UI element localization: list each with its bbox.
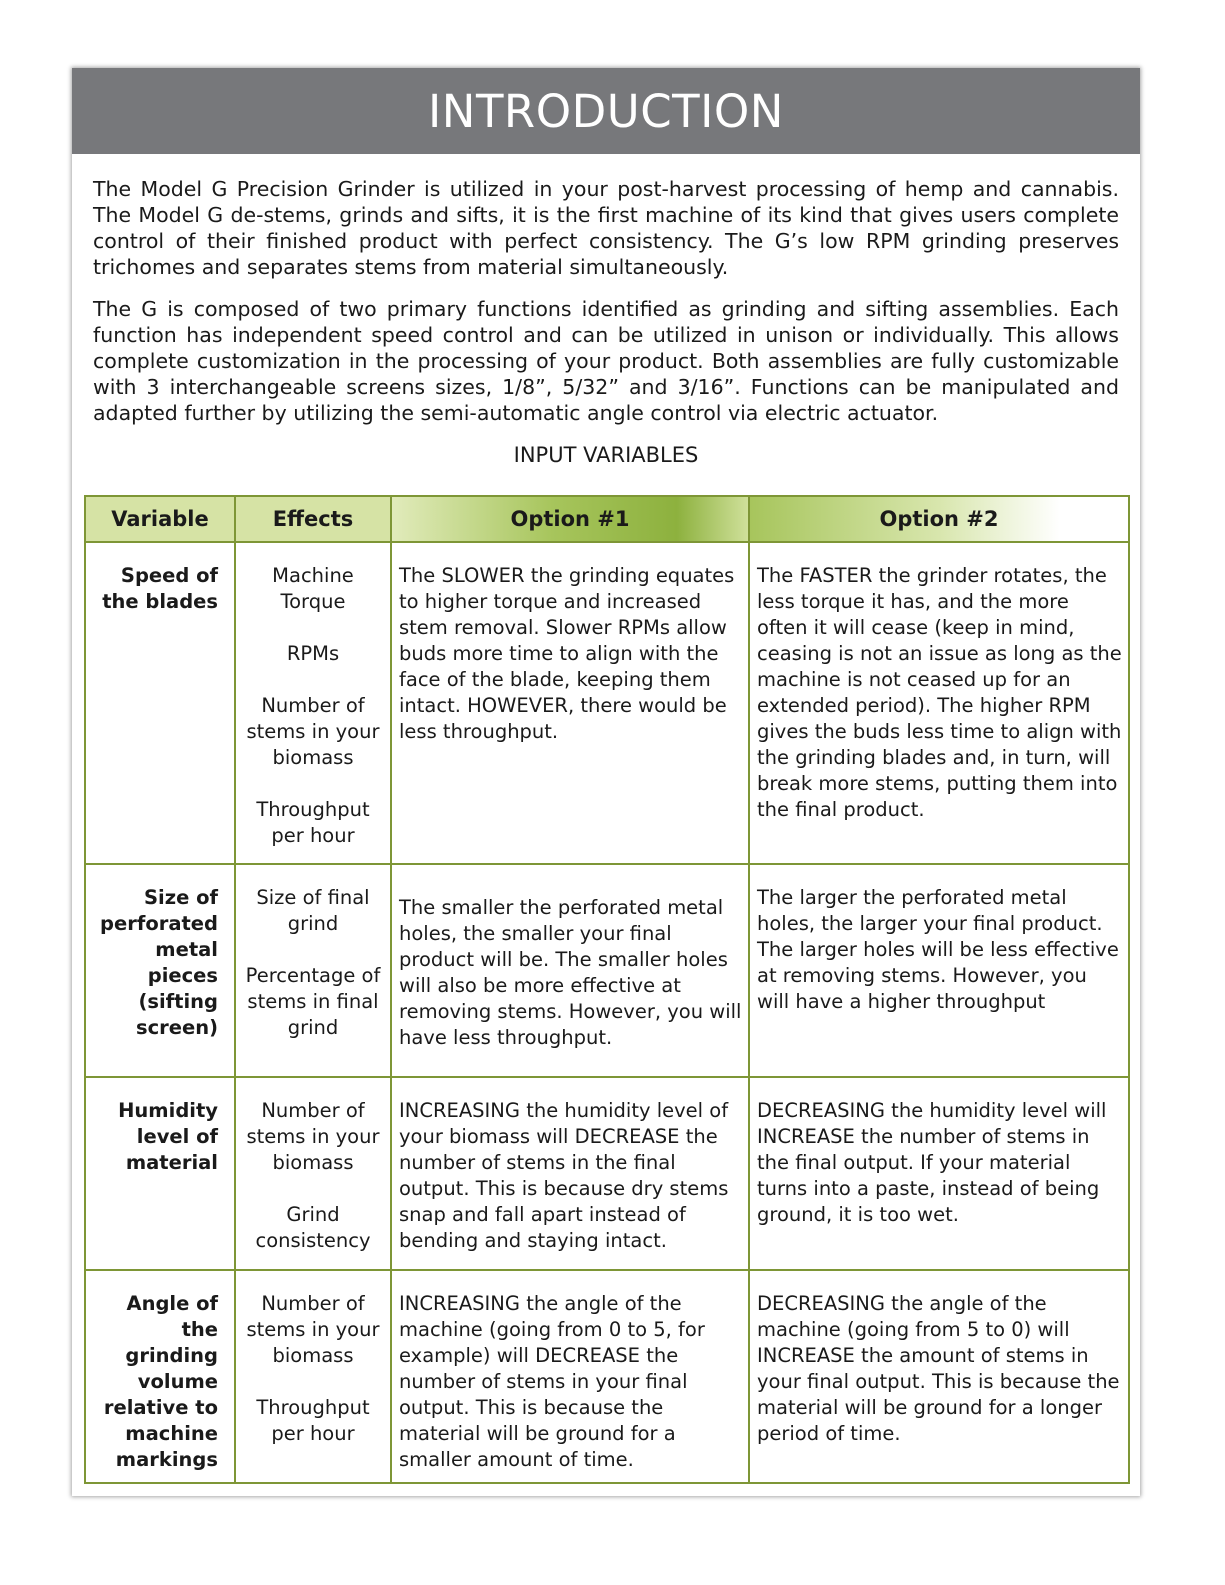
- table-caption: INPUT VARIABLES: [513, 443, 699, 467]
- intro-section: [72, 154, 1140, 476]
- option-2-cell: DECREASING the humidity level will INCREASE the number of stems in the final output. If your material turns into a paste, instead of being ground, it is too wet.: [749, 1077, 1129, 1270]
- page-title: INTRODUCTION: [428, 84, 784, 138]
- document-page: [72, 68, 1140, 1496]
- effect-item: Throughput per hour: [256, 798, 370, 847]
- option-2-cell: DECREASING the angle of the machine (going from 5 to 0) will INCREASE the amount of stems in your final output. This is because the material will be ground for a longer period of time.: [749, 1270, 1129, 1483]
- effects-cell: [235, 542, 391, 864]
- intro-paragraph: The G is composed of two primary functions identified as grinding and sifting assemblies. Each function has independent speed control and can be utilized in unison or individually. This allows complete customization in the processing of your product. Both assemblies are fully customizable with 3 interchangeable screens sizes, 1/8”, 5/32” and 3/16”. Functions can be manipulated and adapted further by utilizing the semi-automatic angle control via electric actuator.: [93, 297, 1119, 425]
- column-header-option-1: Option #1: [391, 496, 749, 542]
- effect-item: RPMs: [286, 642, 340, 665]
- table-row: [85, 1077, 1129, 1270]
- table-row: [85, 1270, 1129, 1483]
- option-2-cell: The larger the perforated metal holes, the larger your final product. The larger holes will be less effective at removing stems. However, you will have a higher throughput: [749, 864, 1129, 1077]
- table-row: [85, 864, 1129, 1077]
- effect-item: Percentage of stems in final grind: [245, 964, 381, 1039]
- effects-cell: [235, 1270, 391, 1483]
- effect-item: Number of stems in your biomass: [246, 694, 380, 769]
- effect-item: Grind consistency: [255, 1203, 371, 1252]
- effect-item: Throughput per hour: [256, 1396, 370, 1445]
- variable-cell: Angle of the grinding volume relative to machine markings: [85, 1270, 235, 1483]
- effects-cell: [235, 1077, 391, 1270]
- input-variables-table: [84, 495, 1130, 1484]
- effects-cell: [235, 864, 391, 1077]
- option-1-cell: The smaller the perforated metal holes, the smaller your final product will be. The smaller holes will also be more effective at removing stems. However, you will have less throughput.: [391, 864, 749, 1077]
- table-header-row: [85, 496, 1129, 542]
- intro-paragraph: The Model G Precision Grinder is utilized in your post-harvest processing of hemp and cannabis. The Model G de-stems, grinds and sifts, it is the first machine of its kind that gives users complete control of their finished product with perfect consistency. The G’s low RPM grinding preserves trichomes and separates stems from material simultaneously.: [93, 177, 1119, 279]
- effect-item: Number of stems in your biomass: [246, 1292, 380, 1367]
- variable-cell: Size of perforated metal pieces (sifting screen): [85, 864, 235, 1077]
- header-band: [72, 68, 1140, 154]
- variable-cell: Humidity level of material: [85, 1077, 235, 1270]
- variable-cell: Speed of the blades: [85, 542, 235, 864]
- column-header-effects: Effects: [235, 496, 391, 542]
- effect-item: Size of final grind: [256, 886, 370, 935]
- option-1-cell: INCREASING the angle of the machine (going from 0 to 5, for example) will DECREASE the number of stems in your final output. This is because the material will be ground for a smaller amount of time.: [391, 1270, 749, 1483]
- option-2-cell: The FASTER the grinder rotates, the less torque it has, and the more often it will cease (keep in mind, ceasing is not an issue as long as the machine is not ceased up for an extended period). The higher RPM gives the buds less time to align with the grinding blades and, in turn, will break more stems, putting them into the final product.: [749, 542, 1129, 864]
- effect-item: Machine Torque: [272, 564, 354, 613]
- option-1-cell: The SLOWER the grinding equates to higher torque and increased stem removal. Slower RPMs allow buds more time to align with the face of the blade, keeping them intact. HOWEVER, there would be less throughput.: [391, 542, 749, 864]
- option-1-cell: INCREASING the humidity level of your biomass will DECREASE the number of stems in the final output. This is because dry stems snap and fall apart instead of bending and staying intact.: [391, 1077, 749, 1270]
- table-row: [85, 542, 1129, 864]
- column-header-option-2: Option #2: [749, 496, 1129, 542]
- column-header-variable: Variable: [85, 496, 235, 542]
- effect-item: Number of stems in your biomass: [246, 1099, 380, 1174]
